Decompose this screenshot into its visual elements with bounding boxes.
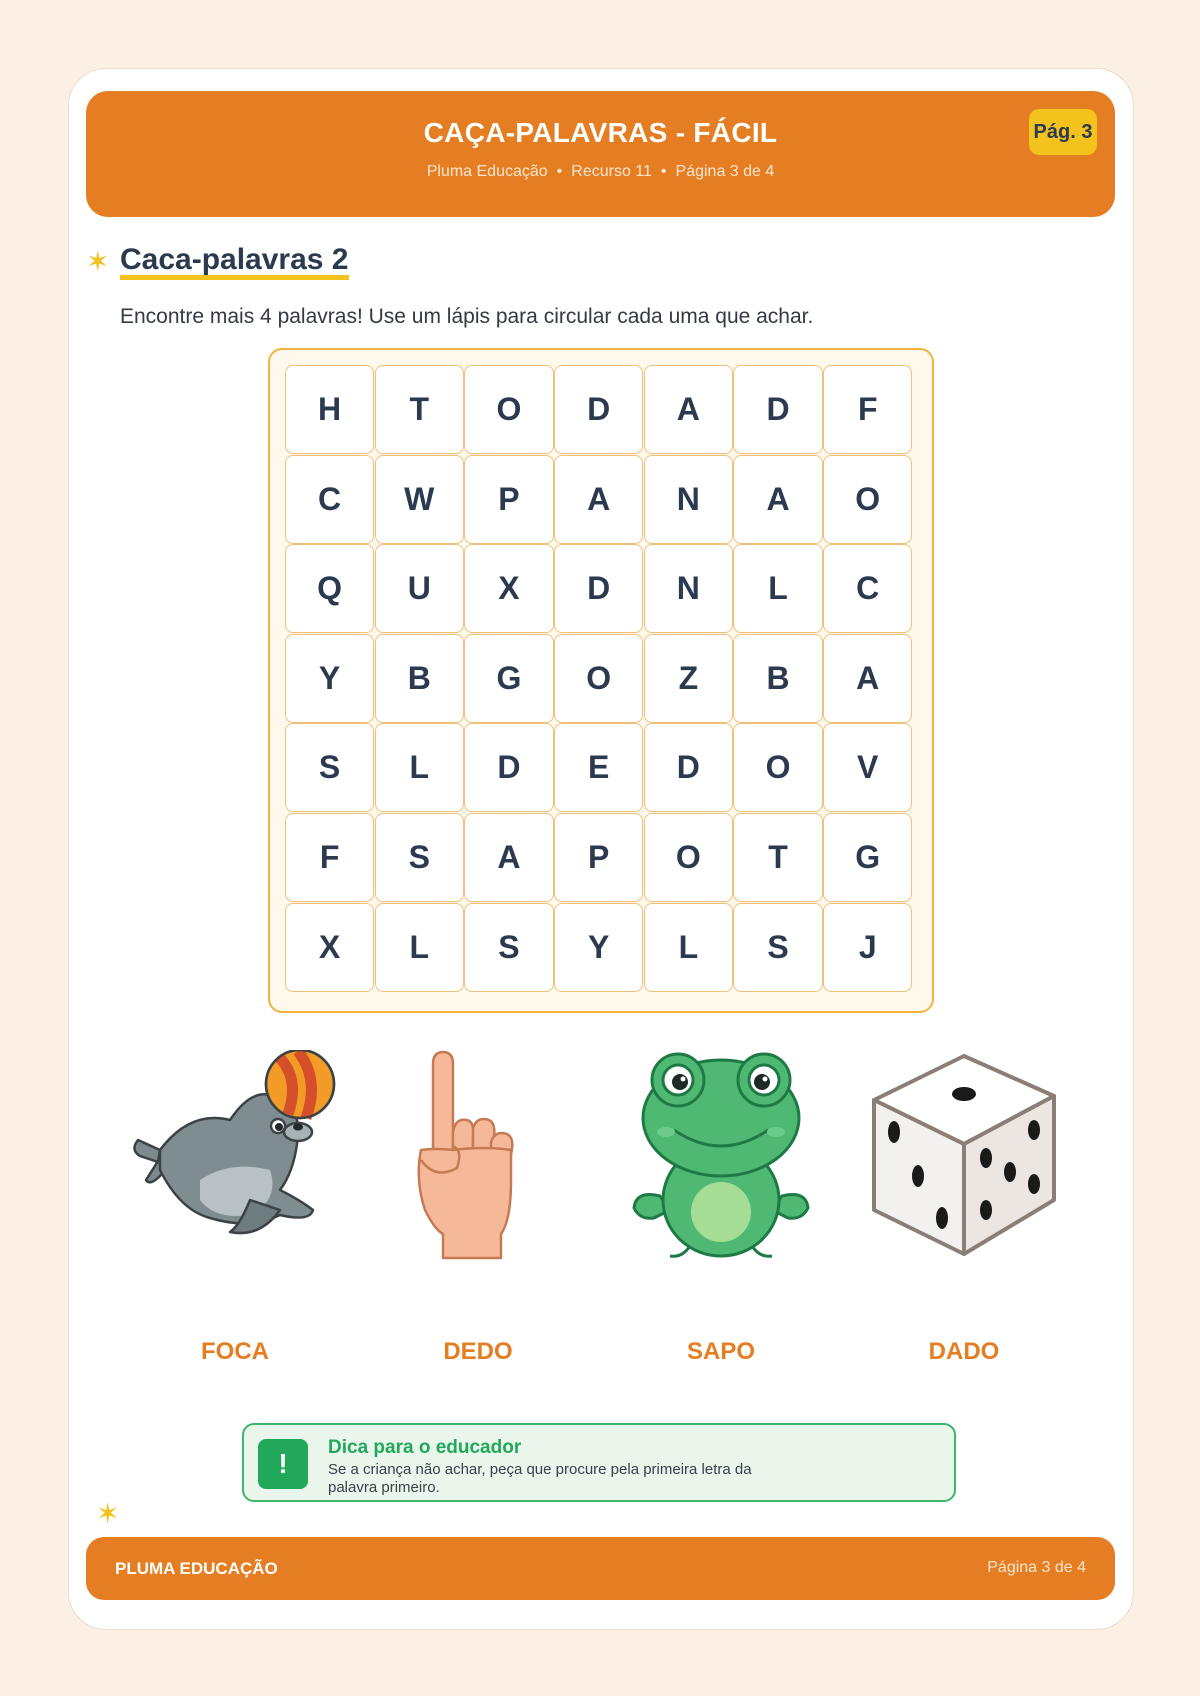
page-header: [86, 91, 1115, 217]
page-badge: Pág. 3: [1029, 109, 1097, 155]
grid-cell[interactable]: B: [375, 634, 464, 723]
grid-cell[interactable]: U: [375, 544, 464, 633]
dice-icon: [866, 1050, 1062, 1260]
grid-cell[interactable]: H: [285, 365, 374, 454]
grid-cell[interactable]: X: [464, 544, 553, 633]
grid-cell[interactable]: W: [375, 455, 464, 544]
grid-cell[interactable]: Y: [554, 903, 643, 992]
grid-cell[interactable]: A: [554, 455, 643, 544]
grid-cell[interactable]: G: [823, 813, 912, 902]
letter-grid: [285, 365, 913, 992]
grid-cell[interactable]: T: [375, 365, 464, 454]
page-title: CAÇA-PALAVRAS - FÁCIL: [423, 117, 778, 148]
grid-cell[interactable]: D: [644, 723, 733, 812]
grid-cell[interactable]: P: [554, 813, 643, 902]
grid-cell[interactable]: C: [823, 544, 912, 633]
footer-brand: PLUMA EDUCAÇÃO: [115, 1559, 278, 1578]
footer-page-number: Página 3 de 4: [987, 1559, 1086, 1576]
grid-cell[interactable]: O: [464, 365, 553, 454]
grid-cell[interactable]: P: [464, 455, 553, 544]
grid-cell[interactable]: L: [375, 723, 464, 812]
grid-cell[interactable]: A: [823, 634, 912, 723]
grid-cell[interactable]: O: [733, 723, 822, 812]
grid-cell[interactable]: D: [554, 365, 643, 454]
word-label-dedo: DEDO: [443, 1338, 513, 1365]
exclamation-icon: !: [258, 1439, 308, 1489]
resource-number: Recurso 11: [571, 163, 652, 180]
grid-cell[interactable]: N: [644, 455, 733, 544]
grid-cell[interactable]: S: [733, 903, 822, 992]
page-indicator: Página 3 de 4: [675, 163, 775, 180]
grid-cell[interactable]: X: [285, 903, 374, 992]
grid-cell[interactable]: A: [464, 813, 553, 902]
grid-cell[interactable]: Y: [285, 634, 374, 723]
word-search-grid: [268, 348, 934, 1013]
grid-cell[interactable]: B: [733, 634, 822, 723]
grid-cell[interactable]: Q: [285, 544, 374, 633]
word-label-foca: FOCA: [201, 1338, 269, 1365]
pointing-finger-icon: [415, 1050, 535, 1260]
grid-cell[interactable]: D: [733, 365, 822, 454]
grid-cell[interactable]: L: [644, 903, 733, 992]
grid-cell[interactable]: V: [823, 723, 912, 812]
star-icon: ✶: [96, 1498, 120, 1529]
grid-cell[interactable]: C: [285, 455, 374, 544]
grid-cell[interactable]: F: [285, 813, 374, 902]
grid-cell[interactable]: A: [733, 455, 822, 544]
grid-cell[interactable]: O: [644, 813, 733, 902]
grid-cell[interactable]: D: [554, 544, 643, 633]
star-icon: ✶: [86, 246, 110, 277]
word-label-dado: DADO: [928, 1338, 1000, 1365]
grid-cell[interactable]: S: [285, 723, 374, 812]
grid-cell[interactable]: D: [464, 723, 553, 812]
grid-cell[interactable]: F: [823, 365, 912, 454]
section-title: Caca-palavras 2: [120, 243, 349, 280]
grid-cell[interactable]: Z: [644, 634, 733, 723]
educator-tip: [242, 1423, 956, 1502]
grid-cell[interactable]: E: [554, 723, 643, 812]
seal-with-ball-icon: [130, 1050, 342, 1260]
grid-cell[interactable]: G: [464, 634, 553, 723]
grid-cell[interactable]: L: [733, 544, 822, 633]
grid-cell[interactable]: A: [644, 365, 733, 454]
header-subtitle: Pluma Educação • Recurso 11 • Página 3 de 4: [426, 163, 775, 180]
tip-text: Se a criança não achar, peça que procure pela primeira letra da palavra primeiro.: [328, 1461, 752, 1496]
grid-cell[interactable]: O: [554, 634, 643, 723]
instructions: Encontre mais 4 palavras! Use um lápis para circular cada uma que achar.: [120, 305, 814, 328]
frog-icon: [630, 1050, 812, 1260]
grid-cell[interactable]: L: [375, 903, 464, 992]
grid-cell[interactable]: S: [375, 813, 464, 902]
grid-cell[interactable]: T: [733, 813, 822, 902]
grid-cell[interactable]: J: [823, 903, 912, 992]
grid-cell[interactable]: O: [823, 455, 912, 544]
tip-title: Dica para o educador: [328, 1437, 522, 1458]
grid-cell[interactable]: N: [644, 544, 733, 633]
grid-cell[interactable]: S: [464, 903, 553, 992]
brand-name: Pluma Educação: [426, 163, 548, 180]
page-footer: [86, 1537, 1115, 1600]
word-label-sapo: SAPO: [686, 1338, 755, 1365]
